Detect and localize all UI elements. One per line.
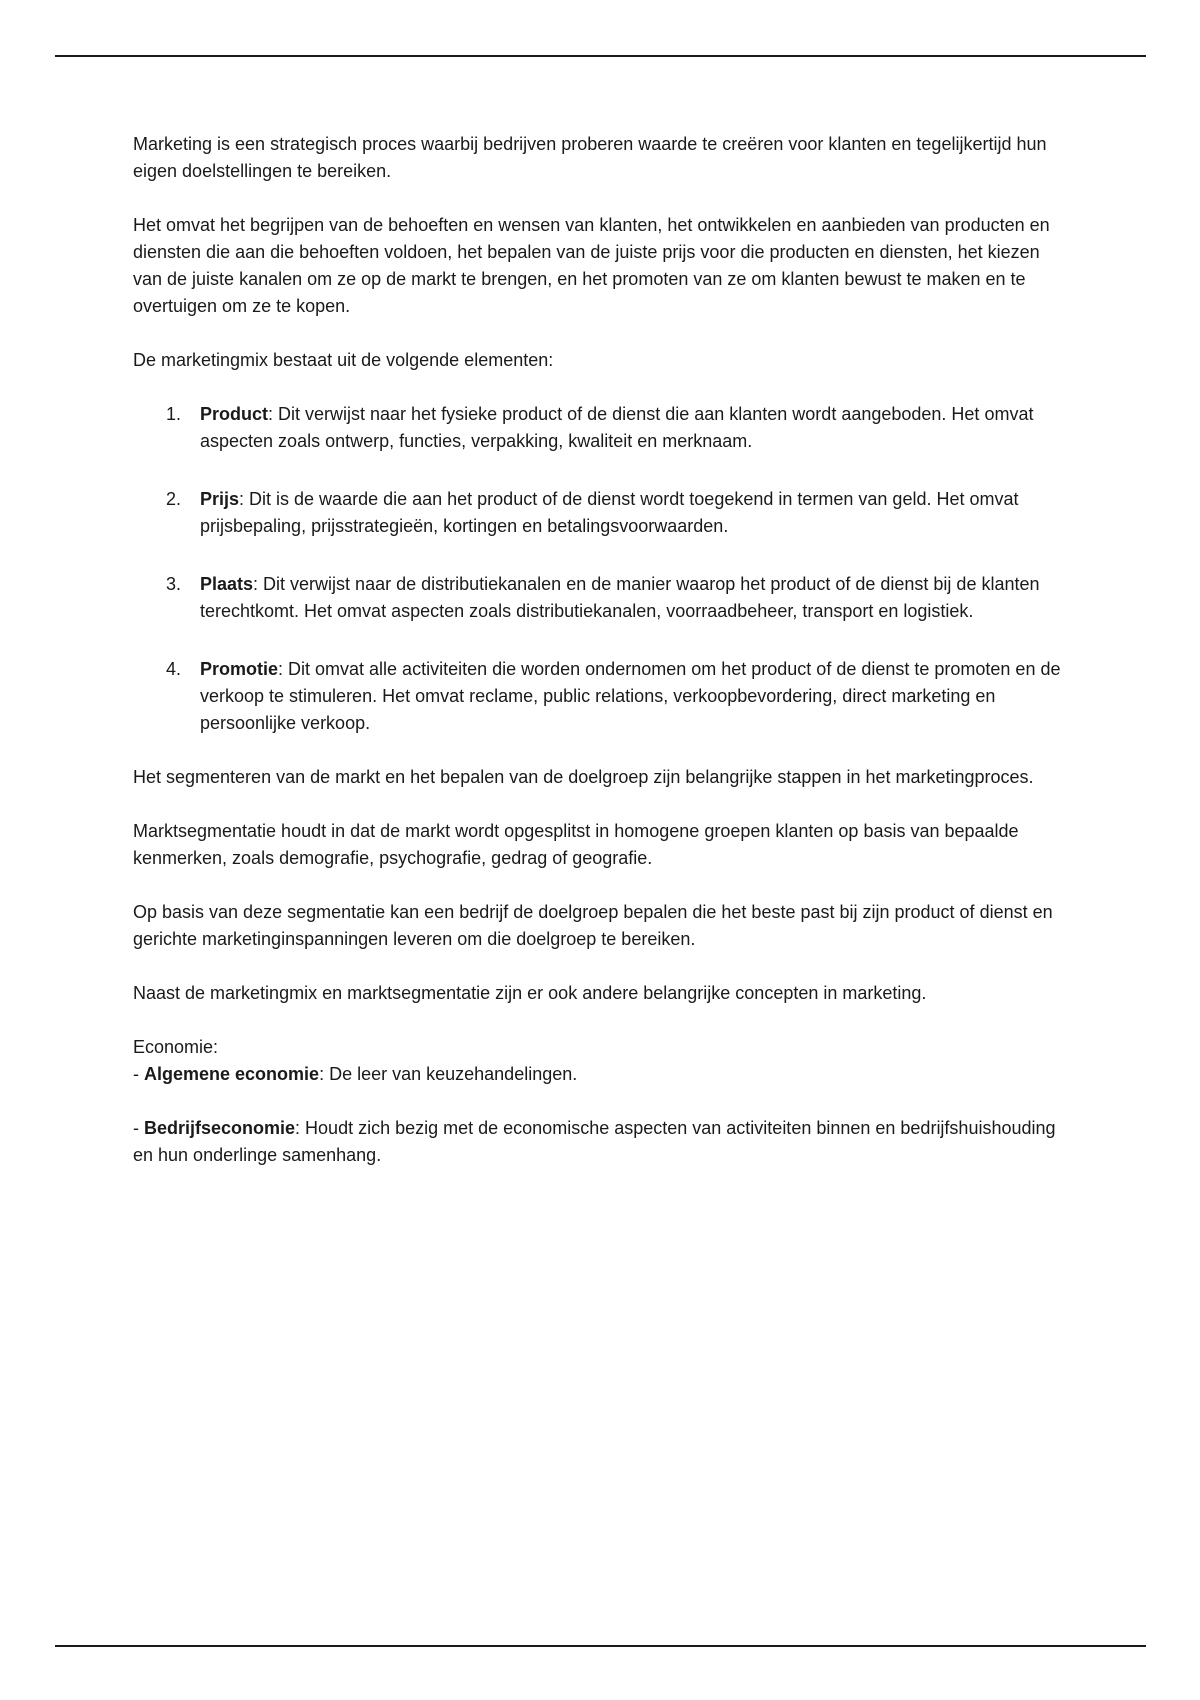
paragraph-marketingmix-lead: De marketingmix bestaat uit de volgende elementen:	[133, 350, 554, 370]
footer-rule	[55, 1645, 1146, 1647]
list-item-number: 2.	[166, 489, 182, 509]
paragraph-segmentation-intro: Het segmenteren van de markt en het bepalen van de doelgroep zijn belangrijke stappen in het marketingproces.	[133, 767, 1034, 787]
economy-entry-term: Algemene economie	[144, 1064, 320, 1084]
economy-entry-text: : De leer van keuzehandelingen.	[319, 1064, 578, 1084]
paragraph-targetgroup: Op basis van deze segmentatie kan een bedrijf de doelgroep bepalen die het beste past bij zijn product of dienst en gerichte marketinginspanningen leveren om die doelgroep te bereiken.	[133, 902, 1053, 949]
list-item-text	[200, 571, 1067, 625]
list-item-term: Plaats	[200, 574, 254, 594]
paragraph-marketing-scope: Het omvat het begrijpen van de behoeften en wensen van klanten, het ontwikkelen en aanbieden van producten en diensten die aan die behoeften voldoen, het bepalen van de juiste prijs voor die producten en diensten, het kiezen van de juiste kanalen om ze op de markt te brengen, en het promoten van ze om klanten bewust te maken en te overtuigen om ze te kopen.	[133, 215, 1050, 316]
header-rule	[55, 55, 1146, 57]
economy-entry-text: : Houdt zich bezig met de economische aspecten van activiteiten binnen en bedrijfshuishouding en hun onderlinge samenhang.	[133, 1118, 1056, 1165]
list-item-promotie	[133, 656, 1067, 737]
list-item-body: : Dit verwijst naar het fysieke product of de dienst die aan klanten wordt aangeboden. Het omvat aspecten zoals ontwerp, functies, verpakking, kwaliteit en merknaam.	[200, 404, 1034, 451]
document-content	[133, 131, 1067, 1196]
economy-entry-algemene	[133, 1061, 1067, 1088]
list-item-term: Promotie	[200, 659, 279, 679]
paragraph-marketing-intro: Marketing is een strategisch proces waarbij bedrijven proberen waarde te creëren voor klanten en tegelijkertijd hun eigen doelstellingen te bereiken.	[133, 134, 1047, 181]
paragraph-other-concepts: Naast de marketingmix en marktsegmentatie zijn er ook andere belangrijke concepten in marketing.	[133, 983, 927, 1003]
list-item-number: 3.	[166, 574, 182, 594]
economy-entry-term: Bedrijfseconomie	[144, 1118, 296, 1138]
economy-heading: Economie:	[133, 1037, 219, 1057]
economy-entry-prefix: -	[133, 1118, 144, 1138]
list-item-body: : Dit is de waarde die aan het product of de dienst wordt toegekend in termen van geld. Het omvat prijsbepaling, prijsstrategieën, kortingen en betalingsvoorwaarden.	[200, 489, 1019, 536]
list-item-term: Prijs	[200, 489, 240, 509]
paragraph-segmentation-definition: Marktsegmentatie houdt in dat de markt wordt opgesplitst in homogene groepen klanten op basis van bepaalde kenmerken, zoals demografie, psychografie, gedrag of geografie.	[133, 821, 1019, 868]
list-item-number: 4.	[166, 659, 182, 679]
list-item-body: : Dit omvat alle activiteiten die worden ondernomen om het product of de dienst te promoten en de verkoop te stimuleren. Het omvat reclame, public relations, verkoopbevordering, direct marketing en persoonlijke verkoop.	[200, 659, 1061, 733]
list-item-text	[200, 656, 1067, 737]
list-item-number: 1.	[166, 404, 182, 424]
list-item-product	[133, 401, 1067, 455]
list-item-text	[200, 401, 1067, 455]
economy-entry-prefix: -	[133, 1064, 144, 1084]
economy-entry-bedrijfseconomie	[133, 1115, 1067, 1169]
list-item-plaats	[133, 571, 1067, 625]
list-item-body: : Dit verwijst naar de distributiekanalen en de manier waarop het product of de dienst bij de klanten terechtkomt. Het omvat aspecten zoals distributiekanalen, voorraadbeheer, transport en logistiek.	[200, 574, 1040, 621]
marketing-mix-list	[133, 401, 1067, 737]
list-item-text	[200, 486, 1067, 540]
list-item-prijs	[133, 486, 1067, 540]
list-item-term: Product	[200, 404, 269, 424]
